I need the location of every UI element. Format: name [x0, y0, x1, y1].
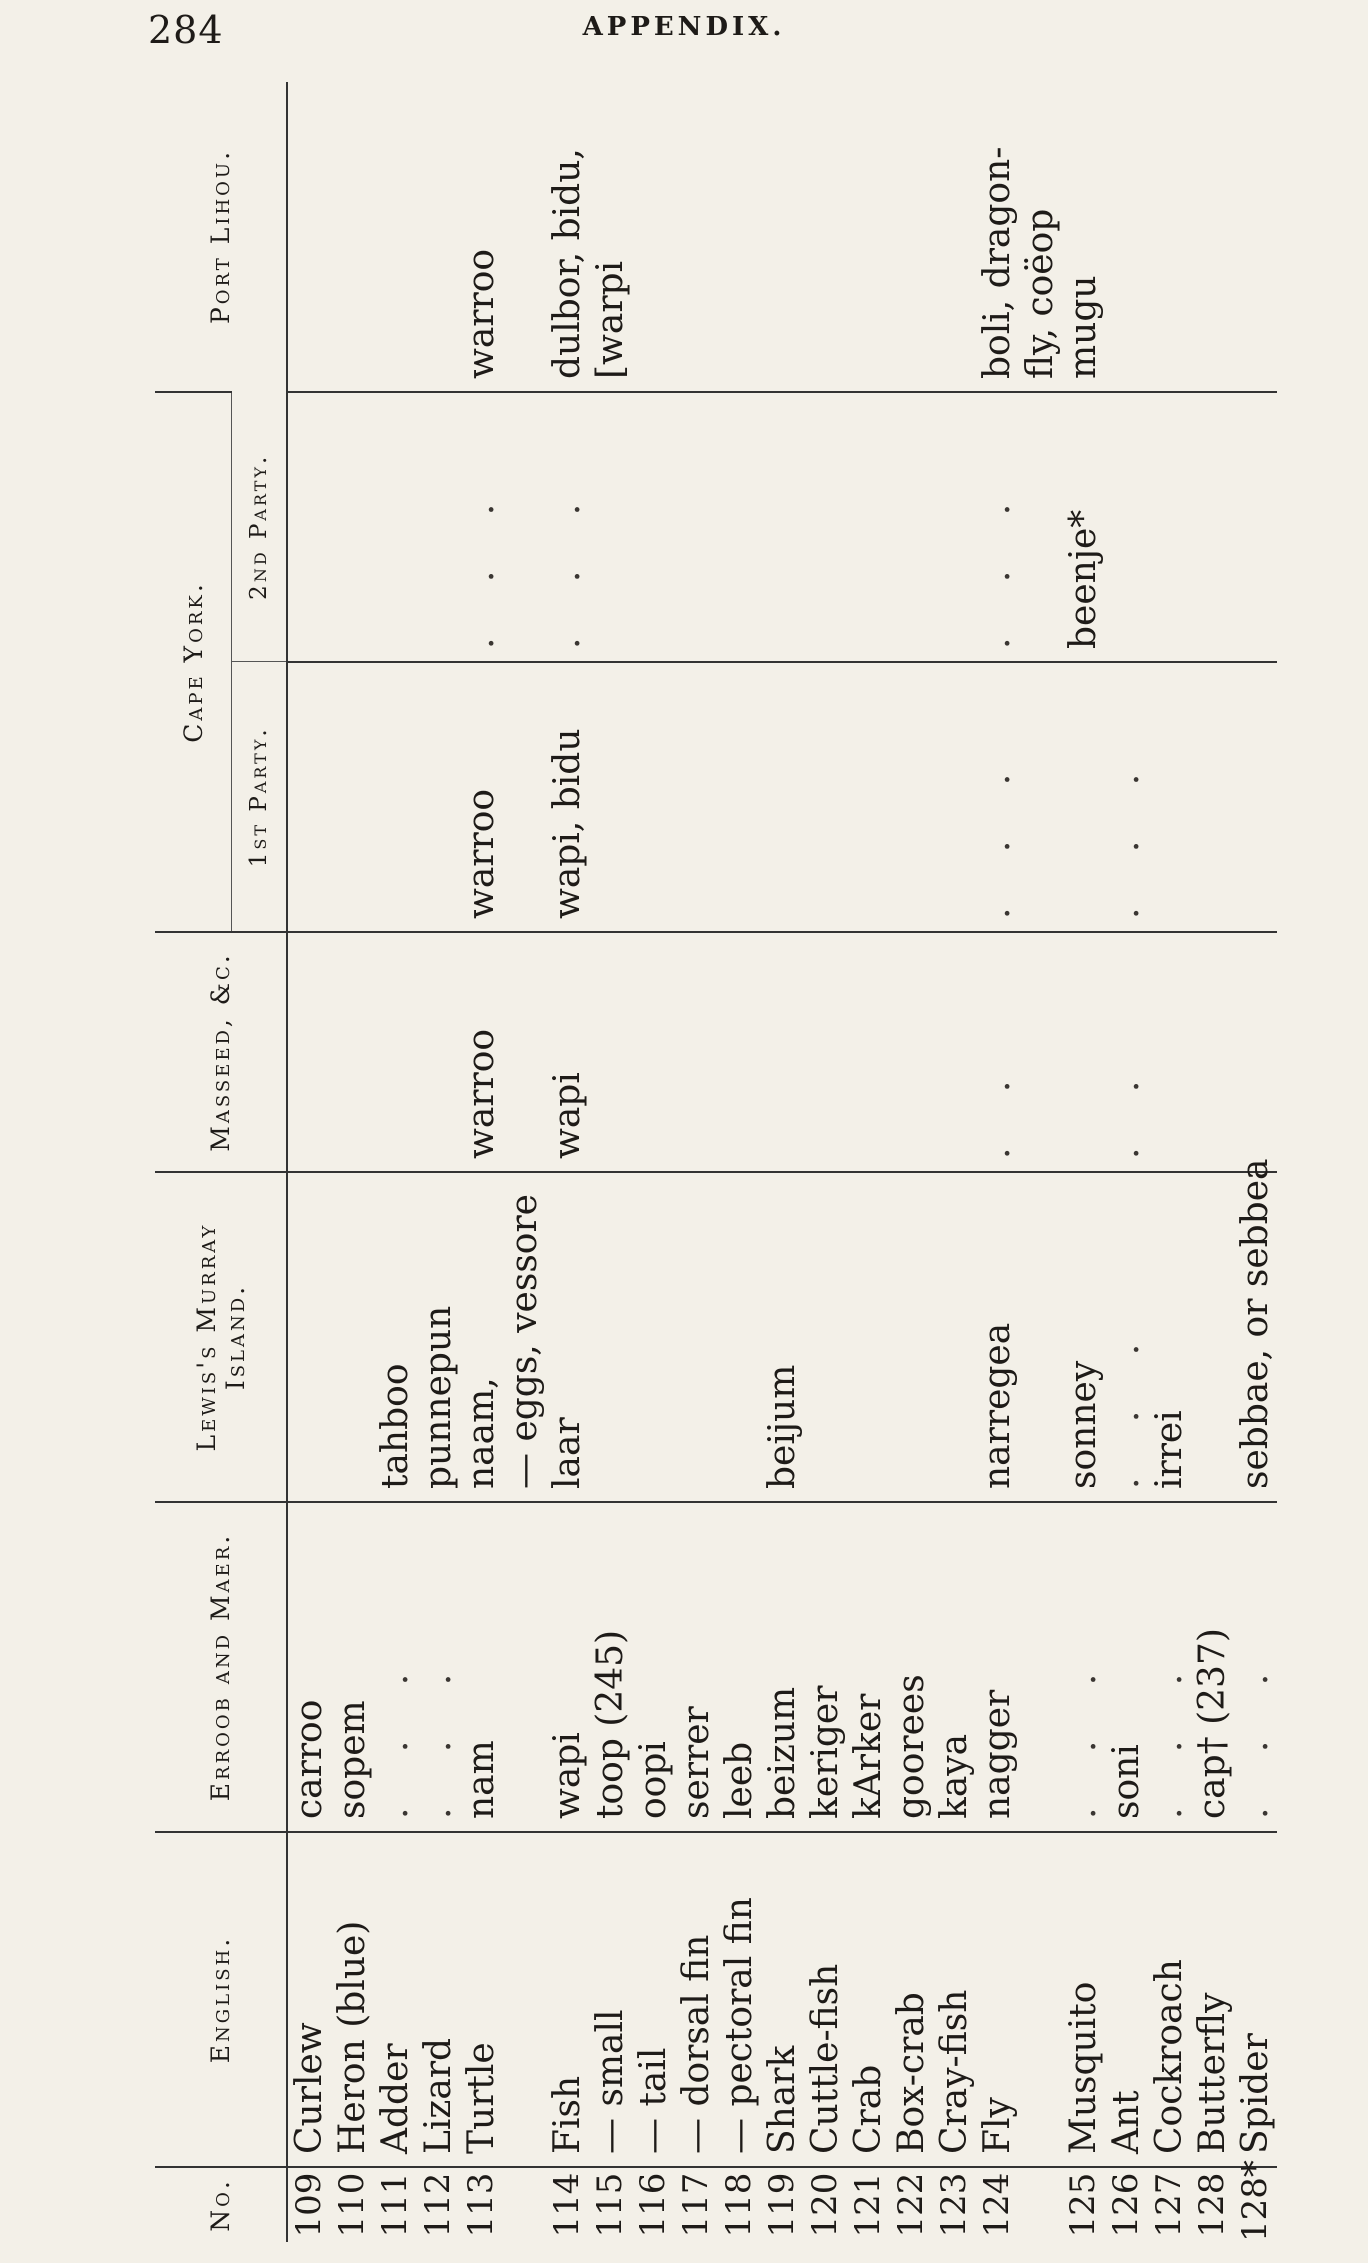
- cell-english: Shark: [761, 1832, 804, 2167]
- table-row: [503, 82, 546, 2242]
- cell-first: [287, 662, 331, 932]
- cell-masseed: [331, 932, 374, 1172]
- cell-second: [331, 392, 374, 662]
- cell-lihou: [1148, 82, 1191, 392]
- cell-english: Cray-fish: [933, 1832, 976, 2167]
- cell-lihou: [warpi: [590, 260, 631, 379]
- cell-erroob: cap† (237): [1191, 1502, 1234, 1832]
- cell-lewis: sonney: [1062, 1172, 1105, 1502]
- cell-erroob: nagger: [976, 1502, 1019, 1832]
- cell-erroob: [1019, 1502, 1062, 1832]
- table-row: [546, 82, 589, 2242]
- cell-second: beenje*: [1062, 392, 1105, 662]
- cell-masseed: [1019, 932, 1062, 1172]
- cell-english: Lizard: [417, 1832, 460, 2167]
- cell-second: [761, 392, 804, 662]
- cell-lewis: [632, 1172, 675, 1502]
- cell-english: Musquito: [1062, 1832, 1105, 2167]
- table-row: [675, 82, 718, 2242]
- cell-second: [503, 392, 546, 662]
- table-row: [1148, 82, 1191, 2242]
- cell-second: [1148, 392, 1191, 662]
- cell-masseed: [718, 932, 761, 1172]
- cell-english: [503, 1832, 546, 2167]
- cell-english: Cockroach: [1148, 1832, 1191, 2167]
- table-row: [589, 82, 632, 2242]
- cell-second: [417, 392, 460, 662]
- cell-lihou: [1191, 82, 1234, 392]
- cell-first: [1148, 662, 1191, 932]
- cell-lihou: [374, 82, 417, 392]
- table-body: [287, 82, 1277, 2242]
- table-row: [287, 82, 331, 2242]
- cell-lihou: [933, 82, 976, 392]
- cell-erroob: serrer: [675, 1502, 718, 1832]
- cell-no: 113: [460, 2167, 503, 2242]
- cell-english: — tail: [632, 1832, 675, 2167]
- cell-first: . . .: [976, 662, 1019, 932]
- cell-masseed: warroo: [460, 932, 503, 1172]
- cell-masseed: [804, 932, 847, 1172]
- table-row: [1234, 82, 1277, 2242]
- cell-lewis: [933, 1172, 976, 1502]
- col-header-english: English.: [155, 1832, 287, 2167]
- cell-first: [933, 662, 976, 932]
- cell-no: 111: [374, 2167, 417, 2242]
- cell-masseed: [287, 932, 331, 1172]
- cell-second: . . .: [976, 392, 1019, 662]
- cell-no: 117: [675, 2167, 718, 2242]
- cell-masseed: [847, 932, 890, 1172]
- cell-lewis: [675, 1172, 718, 1502]
- cell-no: 121: [847, 2167, 890, 2242]
- cell-first: wapi, bidu: [546, 662, 589, 932]
- cell-english: Ant: [1105, 1832, 1148, 2167]
- cell-lewis: tahboo: [374, 1172, 417, 1502]
- cell-lewis: [718, 1172, 761, 1502]
- cell-no: [1019, 2167, 1062, 2242]
- cell-second: . . .: [546, 392, 589, 662]
- cell-lihou: [503, 82, 546, 392]
- cell-first: [503, 662, 546, 932]
- cell-english: Spider: [1234, 1832, 1277, 2167]
- cell-no: 112: [417, 2167, 460, 2242]
- cell-erroob: sopem: [331, 1502, 374, 1832]
- cell-english: Heron (blue): [331, 1832, 374, 2167]
- cell-first: [1234, 662, 1277, 932]
- table-row: [976, 82, 1019, 2242]
- table-row: [890, 82, 933, 2242]
- table-row: [632, 82, 675, 2242]
- cell-erroob: . . .: [1234, 1502, 1277, 1832]
- cell-erroob: oopi: [632, 1502, 675, 1832]
- cell-erroob: beizum: [761, 1502, 804, 1832]
- cell-masseed: [503, 932, 546, 1172]
- cell-erroob: . . .: [1062, 1502, 1105, 1832]
- cell-masseed: [1148, 932, 1191, 1172]
- cell-lihou: [632, 82, 675, 392]
- cell-lihou: [417, 82, 460, 392]
- cell-no: 120: [804, 2167, 847, 2242]
- cell-first: [1191, 662, 1234, 932]
- cell-no: 128*: [1235, 2160, 1275, 2242]
- cell-no: 122: [890, 2167, 933, 2242]
- cell-first: [890, 662, 933, 932]
- cell-no: 109: [287, 2167, 331, 2242]
- cell-lihou: [761, 82, 804, 392]
- cell-no: 124: [976, 2167, 1019, 2242]
- cell-lihou: [331, 82, 374, 392]
- cell-second: [890, 392, 933, 662]
- cell-english: Butterfly: [1191, 1832, 1234, 2167]
- cell-no: 118: [718, 2167, 761, 2242]
- cell-masseed: [675, 932, 718, 1172]
- table-row: [718, 82, 761, 2242]
- cell-lewis: narregea: [976, 1172, 1019, 1502]
- cell-lihou: [1234, 82, 1277, 392]
- cell-no: 110: [331, 2167, 374, 2242]
- cell-english: Curlew: [287, 1832, 331, 2167]
- table-row: [804, 82, 847, 2242]
- cell-english: Crab: [847, 1832, 890, 2167]
- cell-no: 126: [1105, 2167, 1148, 2242]
- cell-second: [1019, 392, 1062, 662]
- cell-english: Turtle: [460, 1832, 503, 2167]
- cell-first: [675, 662, 718, 932]
- cell-lewis: . . .: [1105, 1172, 1148, 1502]
- cell-english: Adder: [374, 1832, 417, 2167]
- cell-lihou: [847, 82, 890, 392]
- cell-first: [589, 662, 632, 932]
- cell-second: [675, 392, 718, 662]
- cell-no: 116: [632, 2167, 675, 2242]
- cell-first: [718, 662, 761, 932]
- cell-second: [374, 392, 417, 662]
- table-row: [1191, 82, 1234, 2242]
- cell-erroob: . . .: [374, 1502, 417, 1832]
- cell-no: [503, 2167, 546, 2242]
- table-row: [1105, 82, 1148, 2242]
- cell-first: warroo: [460, 662, 503, 932]
- cell-lewis: punnepun: [417, 1172, 460, 1502]
- cell-first: [1062, 662, 1105, 932]
- table-row: [847, 82, 890, 2242]
- cell-second: [804, 392, 847, 662]
- cell-lewis: naam,: [460, 1172, 503, 1502]
- cell-first: [632, 662, 675, 932]
- cell-second: [1105, 392, 1148, 662]
- cell-masseed: [374, 932, 417, 1172]
- cell-second: [933, 392, 976, 662]
- cell-masseed: wapi: [546, 932, 589, 1172]
- cell-erroob: . . .: [417, 1502, 460, 1832]
- cell-second: [847, 392, 890, 662]
- cell-erroob: keriger: [804, 1502, 847, 1832]
- cell-english: Box-crab: [890, 1832, 933, 2167]
- cell-second: [632, 392, 675, 662]
- cell-erroob: soni: [1105, 1502, 1148, 1832]
- cell-lewis: laar: [546, 1172, 589, 1502]
- table-row: [331, 82, 374, 2242]
- cell-lihou: [804, 82, 847, 392]
- cell-first: [374, 662, 417, 932]
- cell-erroob: kArker: [847, 1502, 890, 1832]
- page-number: 284: [148, 8, 224, 52]
- cell-english: Fly: [976, 1832, 1019, 2167]
- cell-erroob: . . .: [1148, 1502, 1191, 1832]
- col-header-lewis: Lewis's Murray Island.: [155, 1172, 287, 1502]
- cell-first: [1019, 662, 1062, 932]
- cell-english: — pectoral fin: [718, 1832, 761, 2167]
- running-head: APPENDIX.: [582, 12, 786, 42]
- cell-lewis: beijum: [761, 1172, 804, 1502]
- cell-masseed: [589, 932, 632, 1172]
- cell-english: — small: [589, 1832, 632, 2167]
- col-header-cape-york: Cape York.: [155, 392, 232, 932]
- cell-lihou: fly, coëop: [1020, 208, 1061, 379]
- cell-no: 115: [589, 2167, 632, 2242]
- cell-second: [1191, 392, 1234, 662]
- cell-masseed: [417, 932, 460, 1172]
- cell-lewis: [804, 1172, 847, 1502]
- cell-erroob: goorees: [890, 1502, 933, 1832]
- col-header-masseed: Masseed, &c.: [155, 932, 287, 1172]
- cell-lihou: [890, 82, 933, 392]
- cell-lewis: [287, 1172, 331, 1502]
- cell-lewis: [1019, 1172, 1062, 1502]
- cell-erroob: nam: [460, 1502, 503, 1832]
- cell-erroob: leeb: [718, 1502, 761, 1832]
- cell-masseed: . .: [1105, 932, 1148, 1172]
- cell-lihou: [1105, 82, 1148, 392]
- cell-masseed: [1062, 932, 1105, 1172]
- cell-lewis: [890, 1172, 933, 1502]
- cell-lewis: sebbae, or sebbea: [1234, 1172, 1277, 1502]
- rotated-table-wrapper: [155, 82, 1345, 2242]
- cell-lihou: mugu: [1063, 275, 1104, 379]
- cell-lihou: [675, 82, 718, 392]
- cell-masseed: [890, 932, 933, 1172]
- cell-masseed: [1191, 932, 1234, 1172]
- col-header-erroob: Erroob and Maer.: [155, 1502, 287, 1832]
- cell-english: — dorsal fin: [675, 1832, 718, 2167]
- table-row: [1062, 82, 1105, 2242]
- cell-masseed: . .: [976, 932, 1019, 1172]
- cell-second: [287, 392, 331, 662]
- cell-second: [1234, 392, 1277, 662]
- cell-erroob: toop (245): [589, 1502, 632, 1832]
- table-row: [761, 82, 804, 2242]
- cell-erroob: wapi: [546, 1502, 589, 1832]
- cell-english: Cuttle-fish: [804, 1832, 847, 2167]
- cell-masseed: [933, 932, 976, 1172]
- cell-english: Fish: [546, 1832, 589, 2167]
- cell-no: 114: [546, 2167, 589, 2242]
- cell-second: [589, 392, 632, 662]
- cell-lewis: irrei: [1148, 1172, 1191, 1502]
- col-header-first-party: 1st Party.: [232, 662, 288, 932]
- col-header-no: No.: [155, 2167, 287, 2242]
- cell-no: 127: [1148, 2167, 1191, 2242]
- cell-no: 125: [1062, 2167, 1105, 2242]
- cell-first: [804, 662, 847, 932]
- cell-english: [1019, 1832, 1062, 2167]
- table-row: [417, 82, 460, 2242]
- cell-erroob: carroo: [287, 1502, 331, 1832]
- cell-lihou: [718, 82, 761, 392]
- cell-lihou: dulbor, bidu,: [547, 148, 588, 379]
- cell-erroob: [503, 1502, 546, 1832]
- table-row: [1019, 82, 1062, 2242]
- cell-lihou: [287, 82, 331, 392]
- cell-masseed: [1234, 932, 1277, 1172]
- cell-masseed: [761, 932, 804, 1172]
- cell-second: [718, 392, 761, 662]
- cell-lewis: [331, 1172, 374, 1502]
- cell-lewis: — eggs, vessore: [503, 1172, 546, 1502]
- page-header: [0, 0, 1368, 60]
- table-row: [460, 82, 503, 2242]
- table-row: [374, 82, 417, 2242]
- cell-lewis: [847, 1172, 890, 1502]
- cell-no: 119: [761, 2167, 804, 2242]
- cell-erroob: kaya: [933, 1502, 976, 1832]
- cell-first: [761, 662, 804, 932]
- cell-lewis: [1191, 1172, 1234, 1502]
- cell-first: [847, 662, 890, 932]
- cell-lihou: warroo: [461, 248, 502, 379]
- cell-lewis: [589, 1172, 632, 1502]
- table-row: [933, 82, 976, 2242]
- col-header-port-lihou: Port Lihou.: [155, 82, 287, 392]
- cell-lihou: boli, dragon-: [977, 146, 1018, 379]
- cell-no: 128: [1191, 2167, 1234, 2242]
- cell-no: 123: [933, 2167, 976, 2242]
- cell-second: . . .: [460, 392, 503, 662]
- cell-masseed: [632, 932, 675, 1172]
- cell-first: . . .: [1105, 662, 1148, 932]
- cell-first: [417, 662, 460, 932]
- vocabulary-table: [155, 82, 1277, 2242]
- col-header-second-party: 2nd Party.: [232, 392, 288, 662]
- cell-first: [331, 662, 374, 932]
